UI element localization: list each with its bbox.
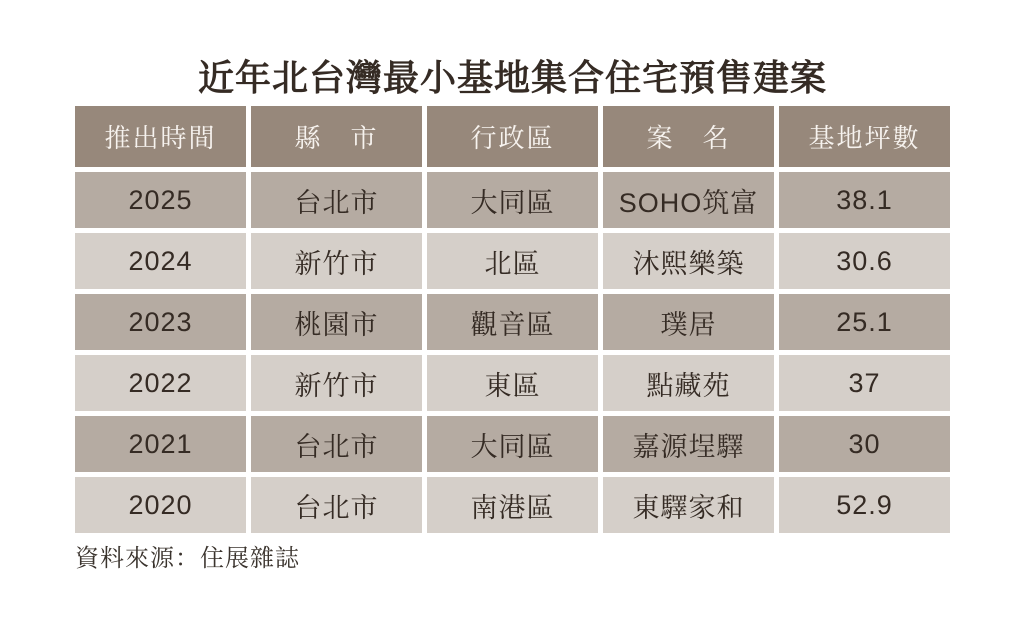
table-cell: 30.6: [779, 233, 950, 289]
table-body: [75, 172, 950, 533]
source-note: 資料來源：住展雜誌: [75, 545, 300, 572]
table-cell: 台北市: [251, 416, 422, 472]
presale-projects-table: [75, 106, 950, 533]
table-cell: 北區: [427, 233, 598, 289]
page-title: 近年北台灣最小基地集合住宅預售建案: [197, 57, 827, 98]
table-cell: 台北市: [251, 477, 422, 533]
table-row: [75, 477, 950, 533]
table-cell: 桃園市: [251, 294, 422, 350]
table-cell: 東區: [427, 355, 598, 411]
table-cell: 2021: [75, 416, 246, 472]
table-cell: 37: [779, 355, 950, 411]
column-header-0: 推出時間: [75, 106, 246, 167]
table-cell: 新竹市: [251, 355, 422, 411]
table-cell: 25.1: [779, 294, 950, 350]
column-header-1: 縣 市: [251, 106, 422, 167]
table-cell: 南港區: [427, 477, 598, 533]
table-cell: 嘉源埕驛: [603, 416, 774, 472]
table-cell: 30: [779, 416, 950, 472]
table-cell: 大同區: [427, 416, 598, 472]
table-cell: 2025: [75, 172, 246, 228]
table-cell: 38.1: [779, 172, 950, 228]
table-cell: 璞居: [603, 294, 774, 350]
table-cell: SOHO筑富: [603, 172, 774, 228]
table-row: [75, 294, 950, 350]
table-cell: 2022: [75, 355, 246, 411]
table-cell: 沐熙樂築: [603, 233, 774, 289]
table-cell: 台北市: [251, 172, 422, 228]
table-cell: 大同區: [427, 172, 598, 228]
column-header-4: 基地坪數: [779, 106, 950, 167]
table-row: [75, 416, 950, 472]
table-header-row: [75, 106, 950, 167]
table-row: [75, 172, 950, 228]
table-cell: 52.9: [779, 477, 950, 533]
table-cell: 2024: [75, 233, 246, 289]
table-row: [75, 233, 950, 289]
table-cell: 2023: [75, 294, 246, 350]
table-cell: 點藏苑: [603, 355, 774, 411]
table-cell: 2020: [75, 477, 246, 533]
column-header-2: 行政區: [427, 106, 598, 167]
table-cell: 東驛家和: [603, 477, 774, 533]
table-cell: 觀音區: [427, 294, 598, 350]
table-row: [75, 355, 950, 411]
column-header-3: 案 名: [603, 106, 774, 167]
table-cell: 新竹市: [251, 233, 422, 289]
